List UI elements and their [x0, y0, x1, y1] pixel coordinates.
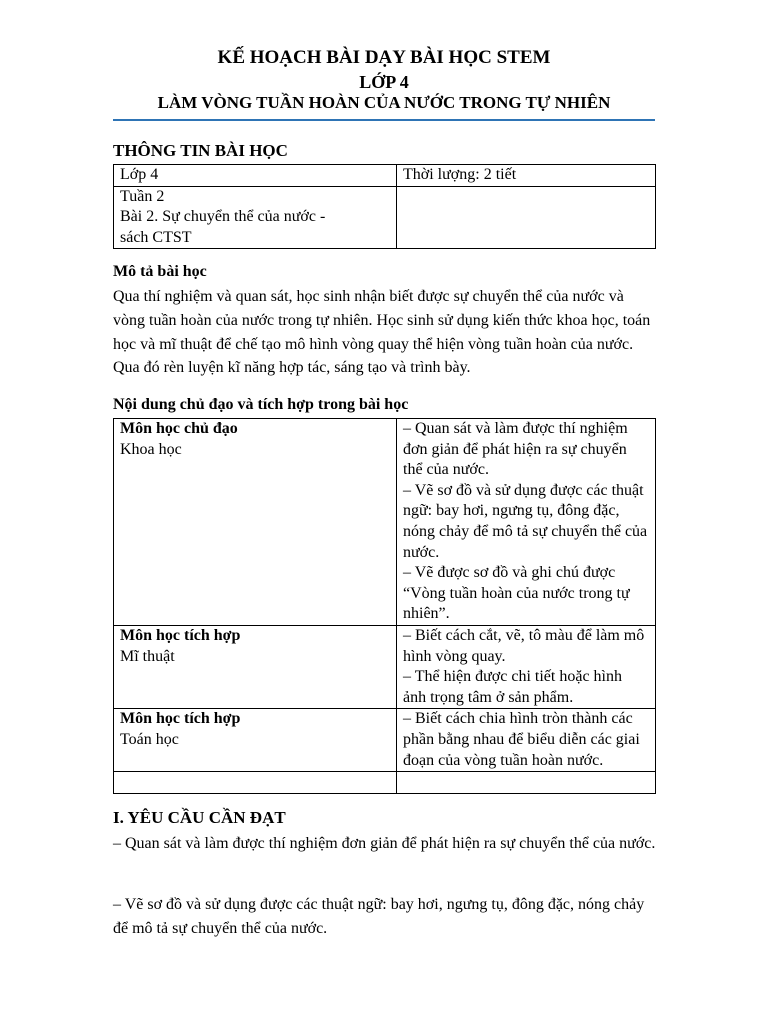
- objective-item: – Vẽ được sơ đồ và ghi chú được “Vòng tuần hoàn của nước trong tự nhiên”.: [403, 564, 630, 623]
- subject-cell: [114, 419, 397, 626]
- subject-role-label: Môn học chủ đạo: [120, 420, 238, 437]
- requirements-heading: I. YÊU CẦU CẦN ĐẠT: [113, 808, 286, 827]
- title-underline: [113, 119, 655, 121]
- lesson-info-table: [113, 164, 656, 249]
- objectives-cell: [397, 625, 656, 708]
- subject-role-label: Môn học tích hợp: [120, 626, 241, 644]
- description-heading: Mô tả bài học: [113, 263, 207, 280]
- lesson-cell: [114, 186, 397, 249]
- lesson-title-line1: Bài 2. Sự chuyển thể của nước -: [120, 208, 326, 226]
- empty-cell: [114, 772, 397, 794]
- empty-cell: [397, 186, 656, 249]
- content-table: [113, 418, 656, 794]
- objectives-cell: [397, 709, 656, 772]
- lesson-title-line2: sách CTST: [120, 228, 192, 246]
- objective-item: – Vẽ sơ đồ và sử dụng được các thuật ngữ: bay hơi, ngưng tụ, đông đặc, nóng chảy để mô tả sự chuyển thể của nước.: [403, 481, 648, 561]
- grade-cell: Lớp 4: [114, 165, 397, 187]
- description-text: Qua thí nghiệm và quan sát, học sinh nhận biết được sự chuyển thể của nước và vòng tuần hoàn của nước trong tự nhiên. Học sinh sử dụng kiến thức khoa học, toán học và mĩ thuật để chế tạo mô hình vòng quay thể hiện vòng tuần hoàn của nước. Qua đó rèn luyện kĩ năng hợp tác, sáng tạo và trình bày.: [113, 288, 651, 377]
- table-row: [114, 419, 656, 626]
- table-row: [114, 165, 656, 187]
- table-row: [114, 186, 656, 249]
- table-row: [114, 625, 656, 708]
- subject-role-label: Môn học tích hợp: [120, 710, 241, 728]
- objective-item: – Quan sát và làm được thí nghiệm đơn giản để phát hiện ra sự chuyển thể của nước.: [403, 420, 628, 479]
- subject-name: Mĩ thuật: [120, 647, 175, 665]
- requirement-item: – Vẽ sơ đồ và sử dụng được các thuật ngữ: bay hơi, ngưng tụ, đông đặc, nóng chảy để mô tả sự chuyển thể của nước.: [113, 896, 645, 937]
- subject-cell: [114, 625, 397, 708]
- subject-name: Khoa học: [120, 440, 182, 458]
- subject-cell: [114, 709, 397, 772]
- content-heading: Nội dung chủ đạo và tích hợp trong bài học: [113, 396, 409, 413]
- objective-item: – Thể hiện được chi tiết hoặc hình ảnh trọng tâm ở sản phẩm.: [403, 668, 622, 706]
- requirement-item: – Quan sát và làm được thí nghiệm đơn giản để phát hiện ra sự chuyển thể của nước.: [113, 835, 656, 852]
- week-text: Tuần 2: [120, 187, 165, 205]
- objective-item: – Biết cách chia hình tròn thành các phần bằng nhau để biểu diễn các giai đoạn của vòng tuần hoàn nước.: [403, 710, 640, 769]
- lesson-info-heading: THÔNG TIN BÀI HỌC: [113, 141, 288, 160]
- doc-grade: LỚP 4: [359, 72, 409, 92]
- duration-cell: Thời lượng: 2 tiết: [397, 165, 656, 187]
- table-row: [114, 772, 656, 794]
- objectives-cell: [397, 419, 656, 626]
- empty-cell: [397, 772, 656, 794]
- table-row: [114, 709, 656, 772]
- objective-item: – Biết cách cắt, vẽ, tô màu để làm mô hình vòng quay.: [403, 626, 645, 665]
- doc-title: KẾ HOẠCH BÀI DẠY BÀI HỌC STEM: [217, 47, 551, 68]
- doc-subtitle: LÀM VÒNG TUẦN HOÀN CỦA NƯỚC TRONG TỰ NHIÊN: [157, 93, 611, 112]
- subject-name: Toán học: [120, 730, 179, 748]
